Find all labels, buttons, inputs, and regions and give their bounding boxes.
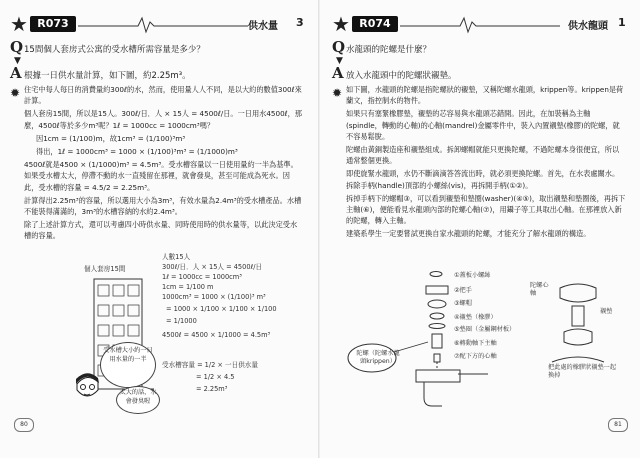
part-label: ④襯墊（橡膠） bbox=[454, 314, 497, 321]
calc-sketch bbox=[162, 253, 312, 403]
left-body bbox=[24, 84, 304, 244]
paragraph: 計算得出2.25m³的容量，所以選用大小為3m³，有效水量為2.4m³的受水槽產品。水槽不能裝得滿滿的，3m³的水槽容納的水約2.4m³。 bbox=[24, 195, 302, 217]
part-label: ③螺帽 bbox=[454, 300, 472, 307]
paragraph: 除了上述計算方式，還可以考慮四小時供水量、同時使用時的供水量等，以此決定受水槽的容量。 bbox=[24, 220, 298, 241]
part-label: ①蓋板小螺絲 bbox=[454, 272, 491, 279]
paragraph: 4500ℓ就是4500 × (1/1000)m³ = 4.5m³。受水槽容量以一日使用量約一半為基準。如果受水槽太大，停滯不動的水一直殘留在那裡，就會發臭，甚至可能成為死水。因此，受水槽的容量 = 4.5/2 = 2.25m³。 bbox=[24, 160, 298, 192]
calc-line: = 1/1000 bbox=[166, 317, 197, 325]
right-header bbox=[332, 14, 632, 36]
right-body bbox=[346, 84, 626, 242]
paragraph: 陀螺由黃銅製造座和襯墊組成。拆卸螺帽就能只更換陀螺，不過陀螺本身很便宜，所以通常整個更換。 bbox=[346, 145, 620, 166]
a-mark: A bbox=[10, 64, 22, 82]
building-title: 個人套房15間 bbox=[84, 265, 126, 273]
question bbox=[332, 38, 632, 56]
q-mark: Q bbox=[10, 38, 24, 56]
paragraph: 拆掉手柄下的螺帽③，可以看到襯墊和墊圈(washer)(④⑤)，取出襯墊和墊圈後，再拆下主軸(⑥)，便能看見水龍頭內部的陀螺心軸(⑦)，用鑷子等工具取出心軸。在那裡放入新的陀螺，轉入主軸。 bbox=[346, 193, 626, 226]
speech-bubble: 受水槽大小約一日用水量的一半 bbox=[100, 342, 156, 388]
callout-right2: 襯墊 bbox=[600, 308, 613, 315]
paragraph: 個人套房15間，所以是15人。300ℓ/日．人 × 15人 = 4500ℓ/日。一日用水4500ℓ，那麼，4500ℓ等於多少m³呢？1ℓ = 1000cc = 1000cm³嗎？ bbox=[24, 109, 302, 130]
calc-line: 300ℓ/日．人 × 15人 = 4500ℓ/日 bbox=[162, 263, 263, 271]
a-mark: A bbox=[332, 64, 344, 82]
left-header bbox=[10, 14, 310, 36]
question-text: 15間個人套房式公寓的受水槽所需容量是多少？ bbox=[24, 45, 205, 55]
paragraph: 如下圖，水龍頭的陀螺是指陀螺狀的襯墊，又稱陀螺水龍頭，krippen等。krippen是荷蘭文，指控制水的物件。 bbox=[346, 85, 624, 106]
calc-line: 1000cm³ = 1000 × (1/100)³ m³ bbox=[162, 293, 266, 301]
section-code: R074 bbox=[352, 16, 398, 32]
answer-text: 放入水龍頭中的陀螺狀襯墊。 bbox=[346, 71, 457, 81]
down-arrow-icon: ▼ bbox=[14, 56, 21, 66]
calc-line: 4500ℓ = 4500 × 1/1000 = 4.5m³ bbox=[162, 331, 271, 339]
header-number: 1 bbox=[618, 16, 626, 29]
star-icon: ★ bbox=[10, 12, 28, 36]
paragraph: 如果只有塞緊橡膠墊，襯墊的芯容易與水龍頭芯錯開。因此，在加裝稱為主軸(spindle，轉動的心軸)的心軸(mandrel)金屬零件中，裝入內置襯墊(橡膠)的陀螺，就不容易鬆脫。 bbox=[346, 109, 620, 141]
right-page bbox=[320, 0, 640, 458]
gear-icon: ✹ bbox=[332, 86, 343, 100]
calc-line: 人數15人 bbox=[162, 253, 191, 261]
answer-text: 根據一日供水量計算，如下圖，約2.25m³。 bbox=[24, 71, 191, 81]
header-title: 供水龍頭 bbox=[568, 21, 608, 32]
faucet-parts-diagram bbox=[328, 262, 628, 412]
calc-line: = 1000 × 1/100 × 1/100 × 1/100 bbox=[166, 305, 277, 313]
paragraph: 建築系學生一定要嘗試更換自家水龍頭的陀螺，才能充分了解水龍頭的構造。 bbox=[346, 229, 591, 239]
part-label: ⑦配下方的心軸 bbox=[454, 353, 497, 360]
header-title: 供水量 bbox=[248, 21, 278, 32]
part-label: ⑤墊圈（金屬鋼材板） bbox=[454, 326, 516, 333]
question-text: 水龍頭的陀螺是什麼？ bbox=[346, 45, 432, 55]
part-label: ⑥轉動軸下主軸 bbox=[454, 340, 497, 347]
pulse-line-icon bbox=[78, 16, 248, 34]
section-code: R073 bbox=[30, 16, 76, 32]
pulse-line-icon bbox=[400, 16, 560, 34]
header-number: 3 bbox=[296, 16, 304, 29]
page-number: 80 bbox=[14, 418, 34, 432]
callout-right: 陀螺心軸 bbox=[530, 282, 549, 297]
character-face-icon bbox=[72, 372, 102, 404]
gear-icon: ✹ bbox=[10, 86, 21, 100]
tank-formula: 受水槽容量 = 1/2 × 一日供水量 bbox=[162, 361, 258, 369]
question bbox=[10, 38, 310, 56]
page-number: 81 bbox=[608, 418, 628, 432]
paragraph: 即使旋緊水龍頭，水仍不斷滴滴答答流出時，就必須更換陀螺。首先，在水表處關水。拆除手柄(handle)頂部的小螺絲(vis)，再拆開手柄(①②)。 bbox=[346, 169, 620, 190]
answer bbox=[10, 64, 310, 82]
calc-line: 1ℓ = 1000cc = 1000cm³ bbox=[162, 273, 242, 281]
speech-bubble: 太大的話，水會發臭喔 bbox=[116, 386, 160, 414]
q-mark: Q bbox=[332, 38, 346, 56]
paragraph: 住宅中每人每日的消費量約300ℓ的水，然而，使用量人人不同，是以大約的數值300ℓ來計算。 bbox=[24, 85, 302, 106]
callout-bottom: 把此處的橡膠狀襯墊一起換掉 bbox=[548, 364, 617, 379]
tank-result: = 1/2 × 4.5 bbox=[196, 373, 235, 381]
down-arrow-icon: ▼ bbox=[336, 56, 343, 66]
answer bbox=[332, 64, 632, 82]
formula-line: 因1cm = (1/100)m，故1cm³ = (1/100)³m³ bbox=[36, 133, 186, 143]
formula-line: 得出，1ℓ = 1000cm³ = 1000 × (1/100)³m³ = (1/1000)m³ bbox=[36, 147, 238, 157]
star-icon: ★ bbox=[332, 12, 350, 36]
tank-result: = 2.25m³ bbox=[196, 385, 228, 393]
part-label: ②把手 bbox=[454, 287, 472, 294]
callout-left: 陀螺（陀螺水龍頭krippen） bbox=[356, 350, 400, 365]
calc-line: 1cm = 1/100 m bbox=[162, 283, 214, 291]
